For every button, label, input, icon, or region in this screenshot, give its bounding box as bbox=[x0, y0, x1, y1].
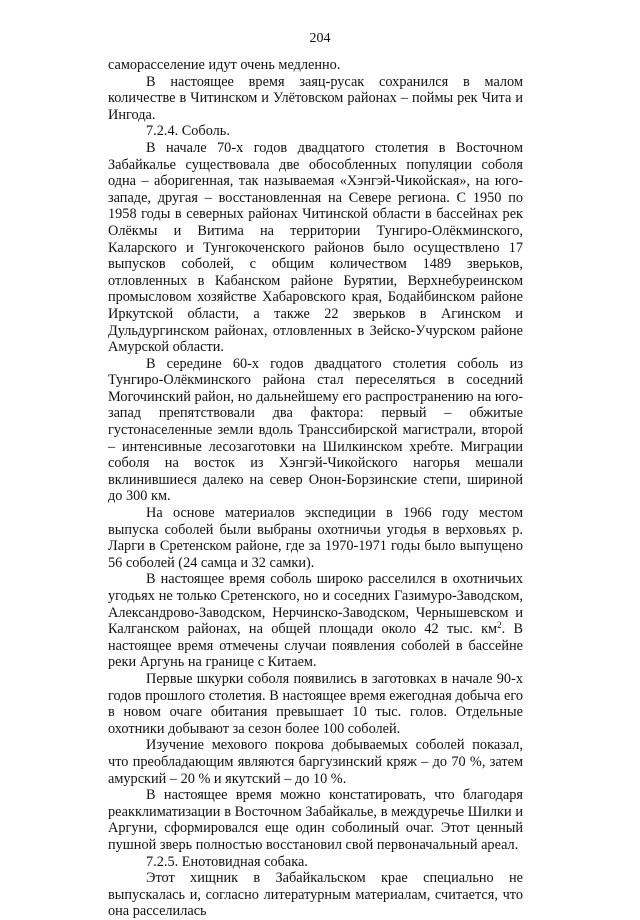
paragraph-sable-spread-part2: . В настоящее время отмечены случаи появления соболей в бассейне реки Аргунь на границе с Китаем. bbox=[108, 621, 523, 671]
superscript-2: 2 bbox=[497, 620, 502, 631]
paragraph-sable-release: На основе материалов экспедиции в 1966 году местом выпуска соболей были выбраны охотничьи угодья в верховьях р. Ларги в Сретенском районе, где за 1970-1971 годы было выпущено 56 соболей (24 самца и 32 самки). bbox=[108, 505, 523, 571]
paragraph-sable-fur: Изучение мехового покрова добываемых соболей показал, что преобладающим являются баргузинский кряж – до 70 %, затем амурский – 20 % и якутский – до 10 %. bbox=[108, 737, 523, 787]
page-number: 204 bbox=[309, 31, 331, 46]
paragraph-raccoon-dog: Этот хищник в Забайкальском крае специально не выпускалась и, согласно литературным материалам, считается, что она расселилась bbox=[108, 870, 523, 920]
body-text bbox=[108, 57, 523, 920]
paragraph-sable-migration: В середине 60-х годов двадцатого столетия соболь из Тунгиро-Олёкминского района стал переселяться в соседний Могочинский район, но дальнейшему его распространению на юго-запад препятствовали два фактора: первый – обжитые густонаселенные земли вдоль Транссибирской магистрали, второй – интенсивные лесозаготовки на Шилкинском хребте. Миграции соболя на восток из Хэнгэй-Чикойского нагорья мешали вклинившиеся далеко на север Онон-Борзинские степи, шириной до 300 км. bbox=[108, 355, 523, 505]
paragraph-sable-populations: В начале 70-х годов двадцатого столетия в Восточном Забайкалье существовала две обособленных популяции соболя одна – аборигенная, так называемая «Хэнгэй-Чикойская», на юго-западе, другая – восстановленная на Севере региона. С 1950 по 1958 годы в северных районах Читинской области в бассейнах рек Олёкмы и Витима на территории Тунгиро-Олёкминского, Каларского и Тунгокоченского районов было осуществлено 17 выпусков соболей, с общим количеством 1489 зверьков, отловленных в Кабанском районе Бурятии, Верхнебуреинском промысловом хозяйстве Хабаровского края, Бодайбинском районе Иркутской области, а также 22 зверьков в Агинском и Дульдургинском районах, отловленных в Зейско-Учурском районе Амурской области. bbox=[108, 139, 523, 356]
paragraph-sable-conclusion: В настоящее время можно констатировать, что благодаря реакклиматизации в Восточном Забайкалье, в междуречье Шилки и Аргуни, сформировался еще один соболиный очаг. Этот ценный пушной зверь полностью восстановил свой первоначальный ареал. bbox=[108, 787, 523, 853]
paragraph-sable-harvest: Первые шкурки соболя появились в заготовках в начале 90-х годов прошлого столетия. В настоящее время ежегодная добыча его в новом очаге обитания превышает 10 тыс. голов. Отдельные охотники добывают за сезон более 100 соболей. bbox=[108, 670, 523, 737]
section-heading-raccoon-dog: 7.2.5. Енотовидная собака. bbox=[146, 853, 308, 870]
paragraph-continuation: саморасселение идут очень медленно. bbox=[108, 57, 341, 73]
paragraph-sable-spread-part1: В настоящее время соболь широко расселился в охотничьих угодьях не только Сретенского, но и соседних Газимуро-Заводском, Александрово-Заводском, Нерчинско-Заводском, Чернышевском и Калганском районах, на общей площади около 42 тыс. км bbox=[108, 571, 523, 638]
paragraph-hare: В настоящее время заяц-русак сохранился в малом количестве в Читинском и Улётовском районах – поймы рек Чита и Ингода. bbox=[108, 73, 523, 123]
section-heading-sable: 7.2.4. Соболь. bbox=[146, 123, 230, 140]
paragraph-sable-spread bbox=[108, 571, 523, 671]
